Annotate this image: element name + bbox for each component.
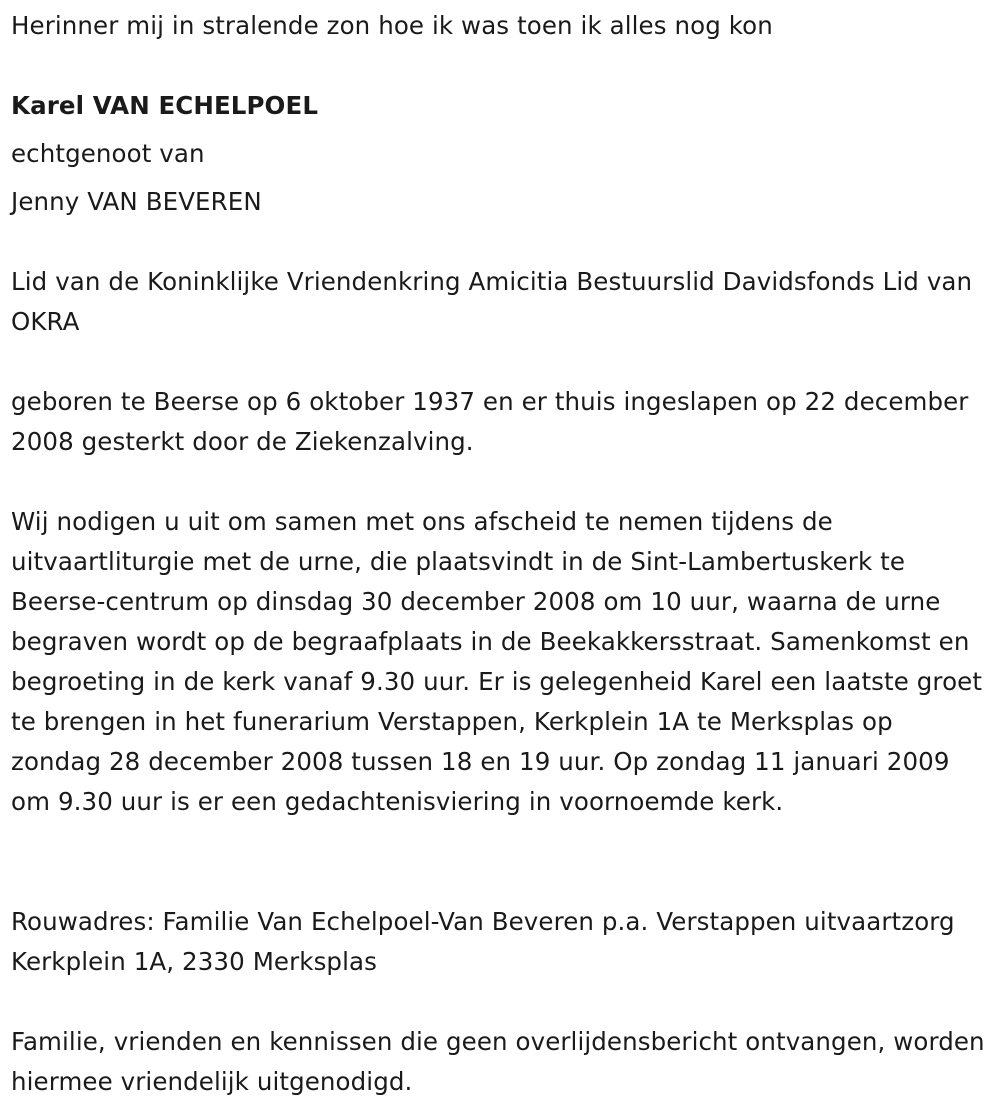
deceased-name: Karel VAN ECHELPOEL [11, 91, 319, 120]
memberships-paragraph: Lid van de Koninklijke Vriendenkring Amicitia Bestuurslid Davidsfonds Lid van OKRA [11, 267, 973, 336]
birth-death-paragraph: geboren te Beerse op 6 oktober 1937 en er thuis ingeslapen op 22 december 2008 gesterkt door de Ziekenzalving. [11, 387, 969, 456]
mourning-address-paragraph: Rouwadres: Familie Van Echelpoel-Van Beveren p.a. Verstappen uitvaartzorg Kerkplein 1A, 2330 Merksplas [11, 907, 955, 976]
spouse-label: echtgenoot van [11, 139, 205, 168]
funeral-invitation-paragraph: Wij nodigen u uit om samen met ons afscheid te nemen tijdens de uitvaartliturgie met de urne, die plaatsvindt in de Sint-Lambertuskerk te Beerse-centrum op dinsdag 30 december 2008 om 10 uur, waarna de urne begraven wordt op de begraafplaats in de Beekakkersstraat. Samenkomst en begroeting in de kerk vanaf 9.30 uur. Er is gelegenheid Karel een laatste groet te brengen in het funerarium Verstappen, Kerkplein 1A te Merksplas op zondag 28 december 2008 tussen 18 en 19 uur. Op zondag 11 januari 2009 om 9.30 uur is er een gedachtenisviering in voornoemde kerk. [11, 507, 983, 816]
closing-paragraph: Familie, vrienden en kennissen die geen overlijdensbericht ontvangen, worden hiermee vriendelijk uitgenodigd. [11, 1027, 985, 1096]
spouse-name: Jenny VAN BEVEREN [11, 187, 262, 216]
motto-text: Herinner mij in stralende zon hoe ik was toen ik alles nog kon [11, 11, 773, 40]
